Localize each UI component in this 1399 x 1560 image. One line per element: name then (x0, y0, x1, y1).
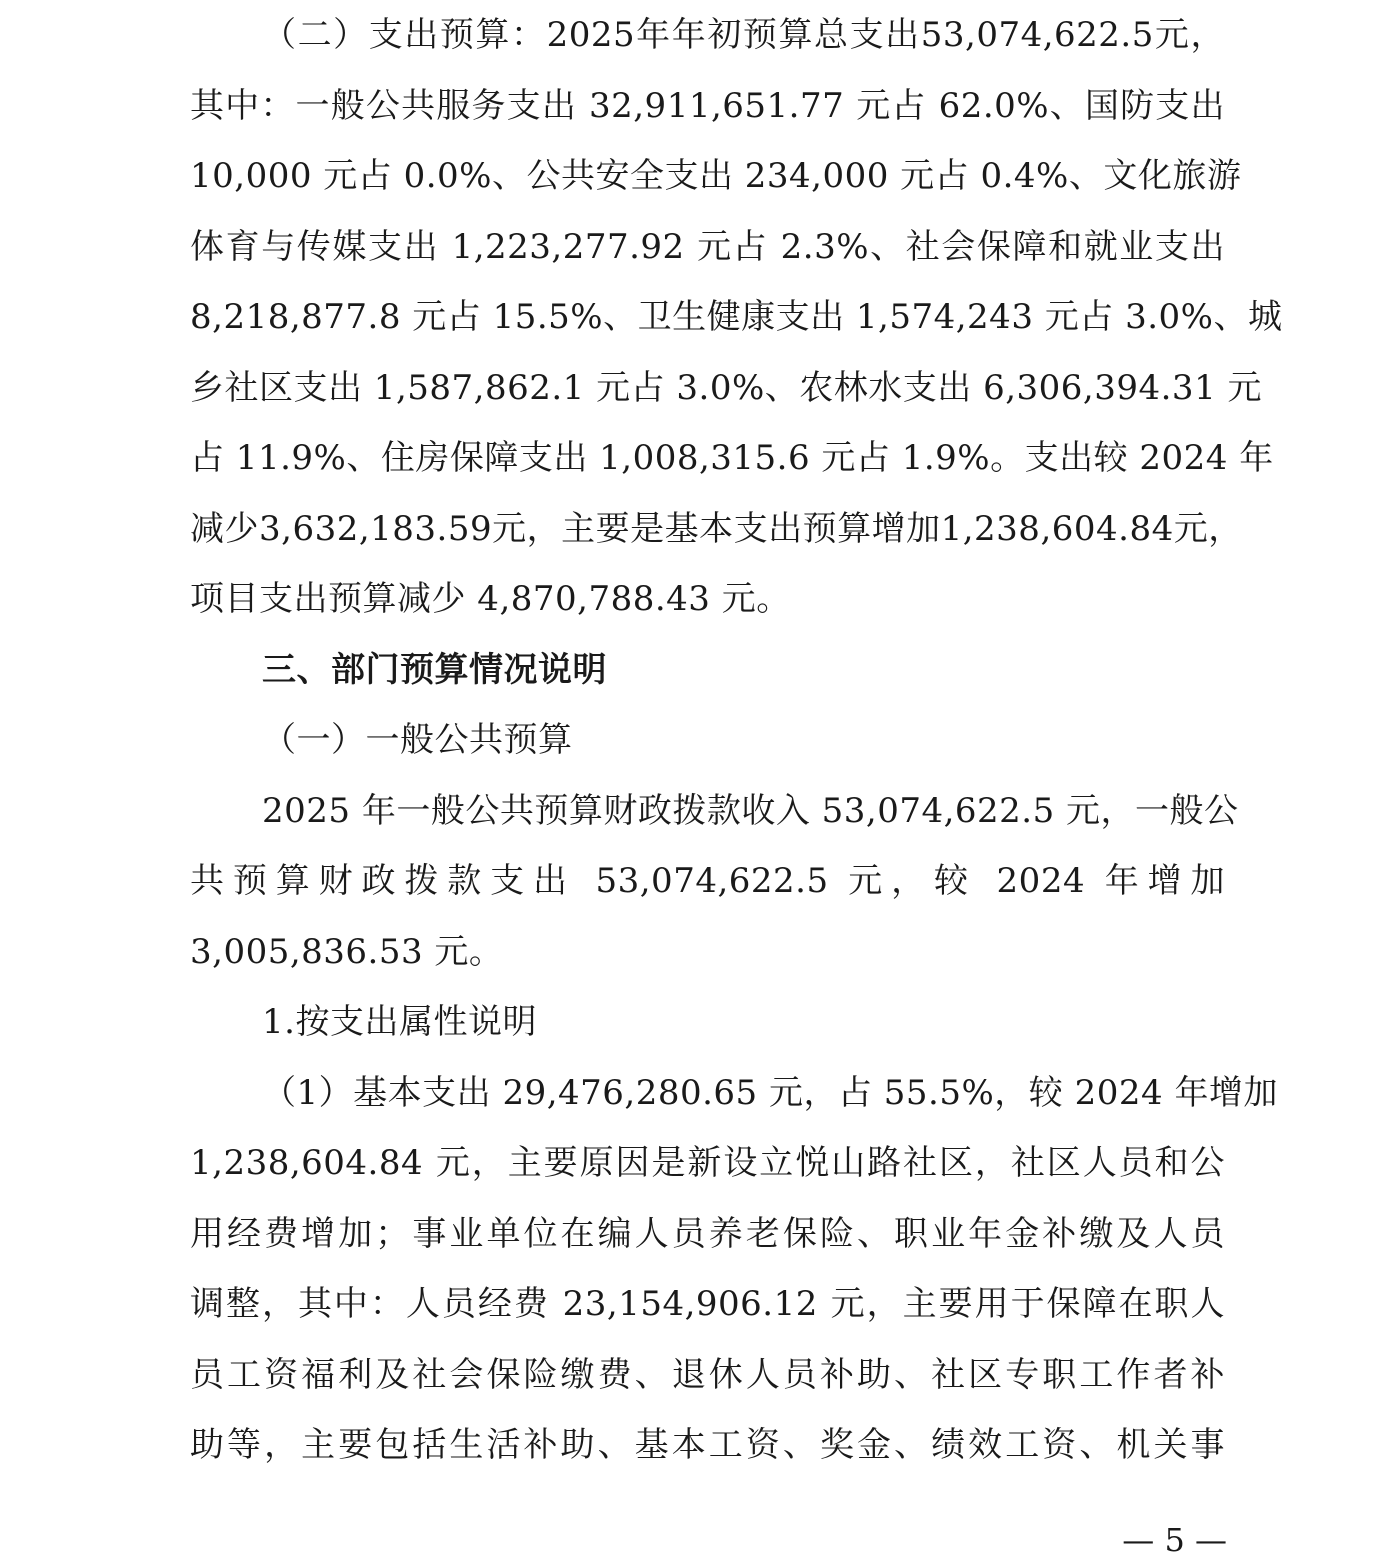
subsection-heading: （一）一般公共预算 (262, 720, 573, 760)
paragraph-line: 减少3,632,183.59元，主要是基本支出预算增加1,238,604.84元， (190, 508, 1243, 549)
paragraph-line: 体育与传媒支出 1,223,277.92 元占 2.3%、社会保障和就业支出 (190, 226, 1225, 267)
paragraph-line: 乡社区支出 1,587,862.1 元占 3.0%、农林水支出 6,306,394.31 元 (190, 367, 1263, 408)
paragraph-line: 2025 年一般公共预算财政拨款收入 53,074,622.5 元，一般公 (262, 790, 1239, 831)
section-heading: 三、部门预算情况说明 (262, 649, 607, 690)
paragraph-line: （1）基本支出 29,476,280.65 元，占 55.5%，较 2024 年增加 (262, 1072, 1278, 1113)
paragraph-line: 员工资福利及社会保险缴费、退休人员补助、社区专职工作者补 (190, 1354, 1225, 1395)
paragraph-line: 项目支出预算减少 4,870,788.43 元。 (190, 579, 791, 619)
paragraph-line: 10,000 元占 0.0%、公共安全支出 234,000 元占 0.4%、文化旅游 (190, 156, 1242, 196)
paragraph-line: 其中：一般公共服务支出 32,911,651.77 元占 62.0%、国防支出 (190, 85, 1225, 126)
item-heading: 1.按支出属性说明 (262, 1002, 537, 1042)
page-number: — 5 — (1122, 1521, 1227, 1559)
paragraph-line: 调整，其中：人员经费 23,154,906.12 元，主要用于保障在职人 (190, 1284, 1225, 1324)
paragraph-line: 用经费增加；事业单位在编人员养老保险、职业年金补缴及人员 (190, 1213, 1225, 1254)
paragraph-line: 8,218,877.8 元占 15.5%、卫生健康支出 1,574,243 元占 3.0%、城 (190, 297, 1283, 337)
paragraph-line: 1,238,604.84 元，主要原因是新设立悦山路社区，社区人员和公 (190, 1143, 1225, 1183)
document-page (190, 0, 1283, 1481)
paragraph-line: （二）支出预算：2025年年初预算总支出53,074,622.5元， (262, 15, 1225, 55)
paragraph-line: 占 11.9%、住房保障支出 1,008,315.6 元占 1.9%。支出较 2024 年 (190, 438, 1274, 478)
paragraph-line: 3,005,836.53 元。 (190, 931, 504, 972)
paragraph-line: 助等，主要包括生活补助、基本工资、奖金、绩效工资、机关事 (190, 1425, 1225, 1465)
paragraph-line: 共预算财政拨款支出 53,074,622.5 元，较 2024 年增加 (190, 861, 1225, 901)
